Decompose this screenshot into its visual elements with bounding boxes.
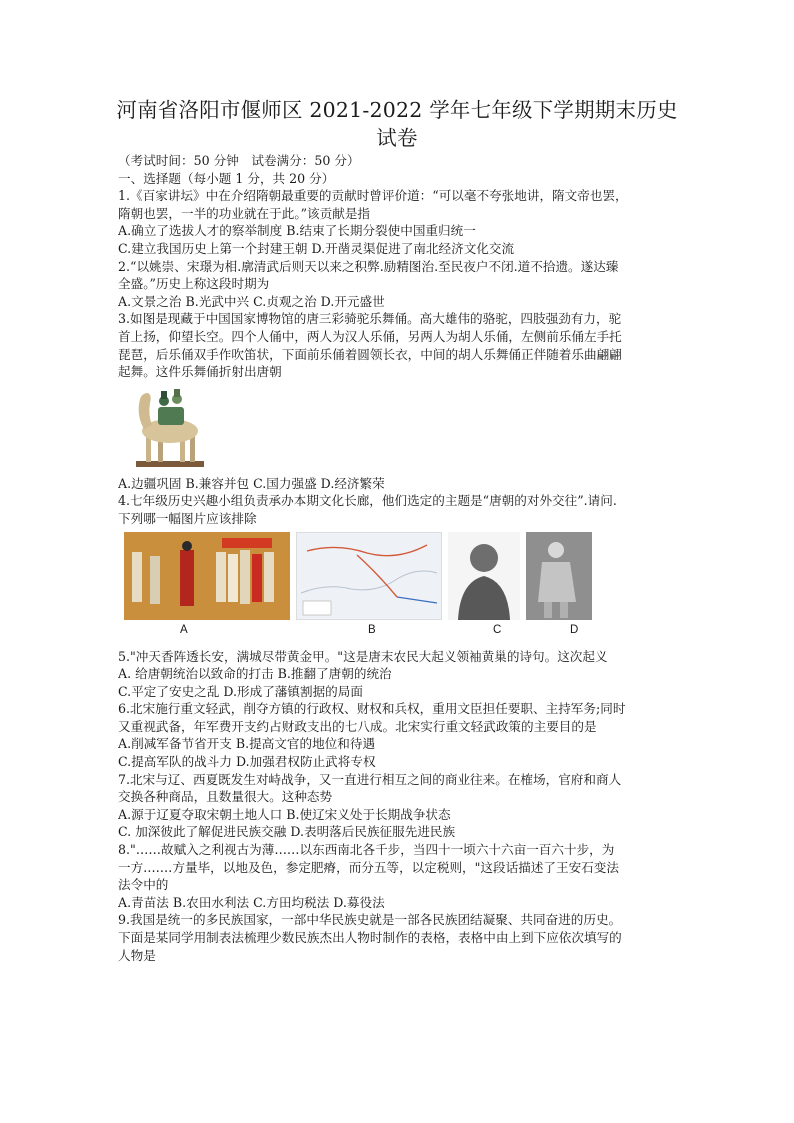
text-line: 琵琶，后乐俑双手作吹笛状，下面前乐俑着圆领长衣，中间的胡人乐舞俑正伴随着乐曲翩翩 xyxy=(118,346,622,362)
text-line: C.平定了安史之乱 D.形成了藩镇割据的局面 xyxy=(118,683,363,699)
text-line: 9.我国是统一的多民族国家，一部中华民族史就是一部各民族团结凝聚、共同奋进的历史。 xyxy=(118,912,622,928)
text-line: 2.“以姚崇、宋璟为相.廓清武后则天以来之积弊.励精图治.至民夜户不闭.道不拾遗。遂达臻 xyxy=(118,258,619,274)
text-line: 隋朝也罢，一半的功业就在于此。”该贡献是指 xyxy=(118,205,371,221)
text-line: 一方.……方量毕，以地及色，参定肥瘠，而分五等，以定税则，"这段话描述了王安石变法 xyxy=(118,859,619,875)
option-d-relief-image xyxy=(526,532,592,620)
image-label-d: D xyxy=(570,623,579,636)
option-image-strip xyxy=(124,532,684,620)
image-label-c: C xyxy=(493,623,502,636)
section-heading: 一、选择题（每小题 1 分，共 20 分） xyxy=(118,170,335,186)
text-line: 4.七年级历史兴趣小组负责承办本期文化长廊，他们选定的主题是“唐朝的对外交往”.请问. xyxy=(118,493,617,509)
text-line: 首上扬，仰望长空。四个人俑中，两人为汉人乐俑，另两人为胡人乐俑，左侧前乐俑左手托 xyxy=(118,328,622,344)
option-a-painting-image xyxy=(124,532,290,620)
title-line-1: 河南省洛阳市偃师区 2021-2022 学年七年级下学期期末历史 xyxy=(116,98,678,122)
text-line: 3.如图是现藏于中国国家博物馆的唐三彩骑驼乐舞俑。高大雄伟的骆驼，四肢强劲有力，驼 xyxy=(118,311,622,327)
text-line: 7.北宋与辽、西夏既发生对峙战争，又一直进行相互之间的商业往来。在榷场，官府和商人 xyxy=(118,771,622,787)
text-line: 全盛。”历史上称这段时期为 xyxy=(118,276,270,292)
option-c-statue-image xyxy=(448,532,520,620)
text-line: A.文景之治 B.光武中兴 C.贞观之治 D.开元盛世 xyxy=(118,293,385,309)
text-line: C. 加深彼此了解促进民族交融 D.表明落后民族征服先进民族 xyxy=(118,824,456,840)
text-line: A.边疆巩固 B.兼容并包 C.国力强盛 D.经济繁荣 xyxy=(118,475,385,491)
text-line: 1.《百家讲坛》中在介绍隋朝最重要的贡献时曾评价道：“可以毫不夸张地讲，隋文帝也罢， xyxy=(118,188,628,204)
text-line: A. 给唐朝统治以致命的打击 B.推翻了唐朝的统治 xyxy=(118,666,392,682)
text-line: 又重视武备，年军费开支约占财政支出的七八成。北宋实行重文轻武政策的主要目的是 xyxy=(118,718,597,734)
image-label-b: B xyxy=(368,623,376,636)
text-line: A.源于辽夏夺取宋朝土地人口 B.使辽宋义处于长期战争状态 xyxy=(118,806,451,822)
text-line: 交换各种商品，且数量很大。这种态势 xyxy=(118,789,333,805)
title-line-2: 试卷 xyxy=(376,126,418,150)
image-option-labels xyxy=(124,620,684,640)
image-label-a: A xyxy=(180,623,188,636)
exam-content xyxy=(118,152,684,964)
text-line: 下面是某同学用制表法梳理少数民族杰出人物时制作的表格，表格中由上到下应依次填写的 xyxy=(118,930,622,945)
text-line: 6.北宋施行重文轻武，削夺方镇的行政权、财权和兵权，重用文臣担任要职、主持军务;同时 xyxy=(118,701,626,717)
text-line: 法令中的 xyxy=(118,877,169,893)
text-line: C.提高军队的战斗力 D.加强君权防止武将专权 xyxy=(118,754,376,770)
text-line: A.青苗法 B.农田水利法 C.方田均税法 D.募役法 xyxy=(118,894,385,910)
text-line: C.建立我国历史上第一个封建王朝 D.开凿灵渠促进了南北经济文化交流 xyxy=(118,240,515,256)
text-line: 下列哪一幅图片应该排除 xyxy=(118,510,257,526)
text-line: A.削减军备节省开支 B.提高文官的地位和待遇 xyxy=(118,736,376,752)
camel-figurine-image xyxy=(130,385,210,469)
text-line: （考试时间：50 分钟 试卷满分：50 分） xyxy=(118,153,360,168)
text-line: 起舞。这件乐舞俑折射出唐朝 xyxy=(118,364,282,380)
text-line: A.确立了选拔人才的察举制度 B.结束了长期分裂使中国重归统一 xyxy=(118,223,476,239)
page-title xyxy=(100,96,694,152)
text-line: 5."冲天香阵透长安，满城尽带黄金甲。"这是唐末农民大起义领袖黄巢的诗句。这次起义 xyxy=(118,648,608,664)
text-line: 人物是 xyxy=(118,947,156,963)
option-b-map-image xyxy=(296,532,442,620)
text-line: 8."……故赋入之利视古为薄……以东西南北各千步，当四十一顷六十六亩一百六十步，为 xyxy=(118,842,615,858)
